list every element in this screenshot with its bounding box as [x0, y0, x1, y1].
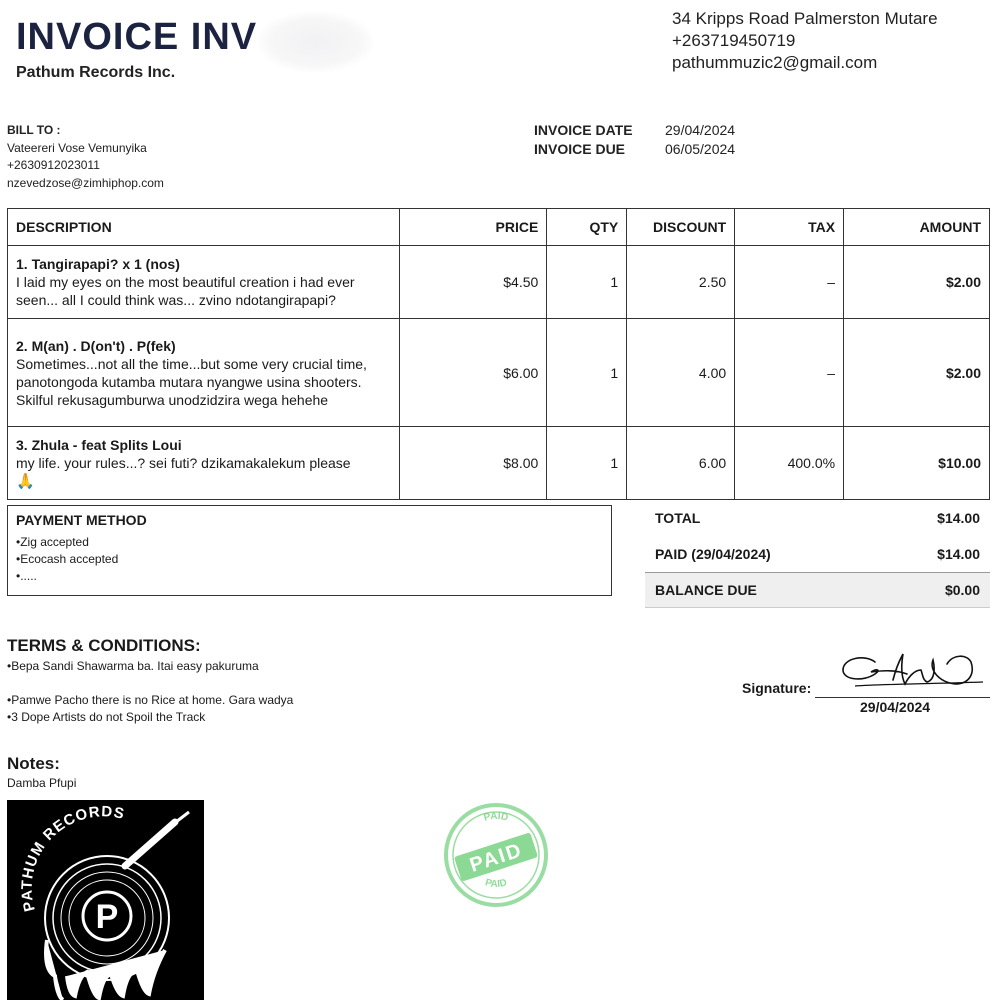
total-label: TOTAL [655, 510, 701, 526]
signature-line [815, 697, 990, 698]
totals-block [645, 500, 990, 608]
item-title: 2. M(an) . D(on't) . P(fek) [16, 337, 176, 354]
terms-item: •Bepa Sandi Shawarma ba. Itai easy pakuruma [7, 659, 259, 673]
item-tax: – [735, 319, 844, 427]
company-phone: +263719450719 [672, 31, 796, 50]
item-description-cell [8, 246, 400, 319]
invoice-due-label: INVOICE DUE [534, 141, 626, 157]
item-price: $6.00 [400, 319, 547, 427]
item-discount: 6.00 [627, 427, 735, 500]
signature-date: 29/04/2024 [860, 699, 931, 715]
table-row [8, 427, 990, 500]
terms-spacer [7, 675, 293, 692]
item-description: Sometimes...not all the time...but some very crucial time, panotongoda kutamba mutara nyangwe usina shooters. Skilful rekusagumburwa unodzidzira wega hehehe [16, 355, 367, 408]
header-qty: QTY [547, 209, 627, 246]
company-email: pathummuzic2@gmail.com [672, 53, 878, 72]
stamp-ink [446, 805, 546, 905]
item-description-text: my life. your rules...? sei futi? dzikamakalekum please [16, 454, 351, 471]
item-description: I laid my eyes on the most beautiful creation i had ever seen... all I could think was... zvino ndotangirapapi? [16, 274, 355, 308]
item-amount: $10.00 [844, 427, 990, 500]
item-qty: 1 [547, 427, 627, 500]
bill-to-phone: +2630912023011 [7, 158, 100, 172]
header-discount: DISCOUNT [627, 209, 735, 246]
table-row [8, 246, 990, 319]
paid-value: $14.00 [937, 546, 980, 562]
terms-heading: TERMS & CONDITIONS: [7, 636, 201, 655]
balance-due-label: BALANCE DUE [655, 582, 757, 598]
item-tax: – [735, 246, 844, 319]
item-discount: 2.50 [627, 246, 735, 319]
company-name: Pathum Records Inc. [16, 64, 176, 81]
notes-text: Damba Pfupi [7, 776, 77, 790]
payment-method-item: •Zig accepted [16, 535, 89, 549]
pathum-records-logo [7, 800, 204, 1000]
item-description-cell [8, 427, 400, 500]
paid-stamp [438, 800, 553, 910]
logo-letter: P [95, 898, 119, 936]
header-price: PRICE [400, 209, 547, 246]
company-contact [672, 8, 938, 74]
total-row [645, 500, 990, 536]
table-header-row [8, 209, 990, 246]
paid-row [645, 536, 990, 572]
stamp-bottom-text [484, 877, 508, 890]
blurred-invoice-number [258, 12, 373, 72]
item-amount: $2.00 [844, 319, 990, 427]
header-description: DESCRIPTION [8, 209, 400, 246]
item-qty: 1 [547, 319, 627, 427]
header-amount: AMOUNT [844, 209, 990, 246]
stamp-bottom-text-path: PAID [483, 877, 509, 891]
invoice-title: INVOICE INV [16, 16, 258, 58]
praying-hands-icon: 🙏 [16, 472, 35, 490]
payment-method-item: •..... [16, 569, 37, 583]
bill-to-block [7, 122, 164, 192]
item-price: $8.00 [400, 427, 547, 500]
payment-method-heading: PAYMENT METHOD [16, 512, 147, 528]
item-tax: 400.0% [735, 427, 844, 500]
invoice-due-value: 06/05/2024 [665, 141, 736, 157]
stamp-center-text: PAID [467, 839, 526, 877]
logo-text-path: PATHUM RECORDS [18, 803, 127, 914]
table-row [8, 319, 990, 427]
invoice-date-label: INVOICE DATE [534, 122, 633, 138]
company-address: 34 Kripps Road Palmerston Mutare [672, 9, 938, 28]
total-value: $14.00 [937, 510, 980, 526]
bill-to-name: Vateereri Vose Vemunyika [7, 140, 147, 155]
balance-due-row [645, 572, 990, 608]
notes-heading: Notes: [7, 754, 60, 773]
stamp-band [454, 832, 538, 881]
signature-label: Signature: [742, 680, 812, 696]
payment-method-item: •Ecocash accepted [16, 552, 119, 566]
item-qty: 1 [547, 246, 627, 319]
item-price: $4.50 [400, 246, 547, 319]
terms-list [7, 658, 293, 726]
terms-item: •Pamwe Pacho there is no Rice at home. Gara wadya [7, 693, 294, 707]
item-description [16, 454, 391, 491]
bill-to-email: nzevedzose@zimhiphop.com [7, 175, 164, 190]
item-title: 3. Zhula - feat Splits Loui [16, 436, 182, 453]
invoice-due-row [534, 140, 735, 159]
item-title: 1. Tangirapapi? x 1 (nos) [16, 256, 180, 272]
stamp-top-text-path: PAID [482, 810, 510, 824]
signature-scribble [835, 640, 985, 700]
logo-graphic [7, 800, 204, 1000]
stamp-top-text [483, 811, 509, 824]
paid-label: PAID (29/04/2024) [655, 546, 771, 562]
item-amount: $2.00 [844, 246, 990, 319]
invoice-date-row [534, 121, 735, 140]
invoice-dates [534, 121, 735, 159]
paid-stamp-graphic [438, 800, 553, 910]
bill-to-label: BILL TO : [7, 123, 61, 137]
item-discount: 4.00 [627, 319, 735, 427]
terms-item: •3 Dope Artists do not Spoil the Track [7, 710, 206, 724]
line-items-table [7, 208, 990, 500]
payment-method-box [7, 505, 612, 596]
balance-due-value: $0.00 [944, 582, 980, 598]
item-description-cell [8, 319, 400, 427]
invoice-date-value: 29/04/2024 [665, 122, 736, 138]
header-tax: TAX [735, 209, 844, 246]
